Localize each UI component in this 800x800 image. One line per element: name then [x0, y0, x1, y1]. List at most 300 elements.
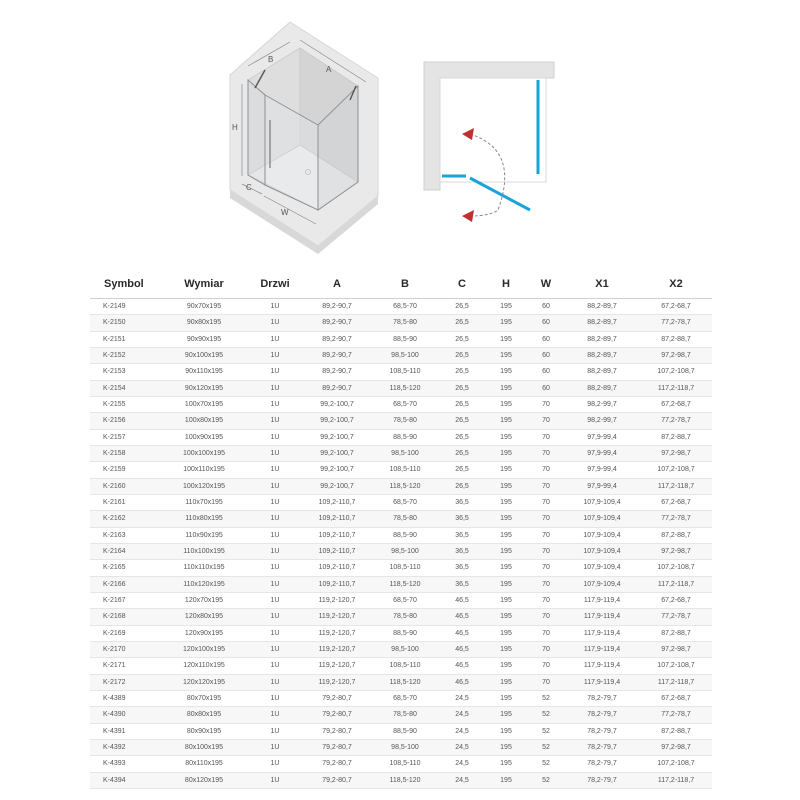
cell-b: 118,5-120 — [370, 380, 440, 396]
cell-c: 46,5 — [440, 592, 484, 608]
cell-w: 70 — [528, 494, 564, 510]
cell-a: 119,2-120,7 — [304, 658, 370, 674]
cell-w: 70 — [528, 462, 564, 478]
cell-wymiar: 120x70x195 — [162, 592, 246, 608]
cell-h: 195 — [484, 576, 528, 592]
cell-symbol: K-2160 — [90, 478, 162, 494]
cell-x2: 77,2-78,7 — [640, 707, 712, 723]
column-header-x2: X2 — [640, 270, 712, 299]
table-body — [90, 299, 712, 789]
cell-b: 68,5-70 — [370, 592, 440, 608]
cell-drzwi: 1U — [246, 609, 304, 625]
column-header-drzwi: Drzwi — [246, 270, 304, 299]
shower-top-view-diagram — [0, 0, 800, 260]
cell-b: 118,5-120 — [370, 576, 440, 592]
cell-c: 26,5 — [440, 364, 484, 380]
cell-b: 108,5-110 — [370, 364, 440, 380]
cell-x1: 88,2-89,7 — [564, 331, 640, 347]
cell-h: 195 — [484, 347, 528, 363]
cell-symbol: K-2150 — [90, 315, 162, 331]
cell-symbol: K-4393 — [90, 756, 162, 772]
column-header-symbol: Symbol — [90, 270, 162, 299]
cell-b: 118,5-120 — [370, 674, 440, 690]
cell-x2: 117,2-118,7 — [640, 576, 712, 592]
cell-x2: 87,2-88,7 — [640, 429, 712, 445]
cell-c: 26,5 — [440, 429, 484, 445]
cell-w: 52 — [528, 690, 564, 706]
cell-x1: 78,2-79,7 — [564, 723, 640, 739]
cell-x2: 107,2-108,7 — [640, 756, 712, 772]
cell-wymiar: 100x70x195 — [162, 396, 246, 412]
cell-a: 89,2-90,7 — [304, 347, 370, 363]
cell-c: 46,5 — [440, 625, 484, 641]
cell-w: 60 — [528, 315, 564, 331]
table-row — [90, 772, 712, 788]
cell-wymiar: 100x90x195 — [162, 429, 246, 445]
cell-a: 109,2-110,7 — [304, 527, 370, 543]
cell-a: 109,2-110,7 — [304, 543, 370, 559]
cell-x1: 117,9-119,4 — [564, 658, 640, 674]
cell-a: 119,2-120,7 — [304, 592, 370, 608]
table-row — [90, 707, 712, 723]
cell-w: 70 — [528, 609, 564, 625]
cell-symbol: K-2164 — [90, 543, 162, 559]
cell-a: 79,2-80,7 — [304, 723, 370, 739]
cell-w: 52 — [528, 707, 564, 723]
cell-x1: 97,9-99,4 — [564, 429, 640, 445]
cell-a: 89,2-90,7 — [304, 364, 370, 380]
cell-w: 70 — [528, 674, 564, 690]
cell-drzwi: 1U — [246, 445, 304, 461]
cell-w: 70 — [528, 478, 564, 494]
cell-drzwi: 1U — [246, 576, 304, 592]
cell-w: 70 — [528, 592, 564, 608]
cell-a: 99,2-100,7 — [304, 413, 370, 429]
cell-symbol: K-2154 — [90, 380, 162, 396]
cell-c: 46,5 — [440, 609, 484, 625]
column-header-c: C — [440, 270, 484, 299]
top-view-tray — [440, 78, 546, 182]
table-row — [90, 690, 712, 706]
top-view-door-open — [470, 178, 530, 210]
cell-a: 79,2-80,7 — [304, 772, 370, 788]
column-header-b: B — [370, 270, 440, 299]
cell-wymiar: 100x120x195 — [162, 478, 246, 494]
cell-w: 60 — [528, 364, 564, 380]
cell-symbol: K-4389 — [90, 690, 162, 706]
cell-wymiar: 80x90x195 — [162, 723, 246, 739]
cell-w: 70 — [528, 445, 564, 461]
label-c: C — [246, 183, 252, 192]
table-row — [90, 396, 712, 412]
cell-x1: 88,2-89,7 — [564, 380, 640, 396]
cell-w: 70 — [528, 641, 564, 657]
cell-drzwi: 1U — [246, 396, 304, 412]
cell-wymiar: 80x80x195 — [162, 707, 246, 723]
cell-x1: 88,2-89,7 — [564, 347, 640, 363]
cell-x2: 97,2-98,7 — [640, 347, 712, 363]
cell-drzwi: 1U — [246, 527, 304, 543]
cell-symbol: K-4391 — [90, 723, 162, 739]
cell-x1: 117,9-119,4 — [564, 641, 640, 657]
cell-b: 78,5-80 — [370, 511, 440, 527]
cell-h: 195 — [484, 543, 528, 559]
cell-x1: 97,9-99,4 — [564, 445, 640, 461]
cell-symbol: K-2158 — [90, 445, 162, 461]
cell-x1: 88,2-89,7 — [564, 299, 640, 315]
cell-wymiar: 80x120x195 — [162, 772, 246, 788]
cell-h: 195 — [484, 380, 528, 396]
cell-wymiar: 120x80x195 — [162, 609, 246, 625]
cell-h: 195 — [484, 560, 528, 576]
cell-symbol: K-2169 — [90, 625, 162, 641]
table-row — [90, 364, 712, 380]
cell-x1: 78,2-79,7 — [564, 772, 640, 788]
cell-c: 26,5 — [440, 347, 484, 363]
cell-symbol: K-2159 — [90, 462, 162, 478]
cell-x2: 77,2-78,7 — [640, 413, 712, 429]
table-row — [90, 511, 712, 527]
cell-c: 26,5 — [440, 478, 484, 494]
cell-c: 36,5 — [440, 494, 484, 510]
cell-c: 36,5 — [440, 560, 484, 576]
cell-drzwi: 1U — [246, 690, 304, 706]
column-header-a: A — [304, 270, 370, 299]
cell-x1: 107,9-109,4 — [564, 560, 640, 576]
cell-symbol: K-2155 — [90, 396, 162, 412]
cell-wymiar: 90x80x195 — [162, 315, 246, 331]
cell-b: 108,5-110 — [370, 756, 440, 772]
cell-symbol: K-2149 — [90, 299, 162, 315]
cell-x1: 98,2-99,7 — [564, 413, 640, 429]
cell-x2: 107,2-108,7 — [640, 364, 712, 380]
cell-x2: 87,2-88,7 — [640, 331, 712, 347]
cell-c: 26,5 — [440, 315, 484, 331]
cell-h: 195 — [484, 478, 528, 494]
cell-x2: 87,2-88,7 — [640, 527, 712, 543]
table-row — [90, 739, 712, 755]
cell-x1: 117,9-119,4 — [564, 674, 640, 690]
cell-w: 70 — [528, 429, 564, 445]
cell-w: 52 — [528, 756, 564, 772]
table-row — [90, 315, 712, 331]
cell-w: 70 — [528, 625, 564, 641]
cell-c: 46,5 — [440, 674, 484, 690]
table-row — [90, 560, 712, 576]
cell-c: 46,5 — [440, 641, 484, 657]
cell-x1: 117,9-119,4 — [564, 592, 640, 608]
cell-wymiar: 120x100x195 — [162, 641, 246, 657]
top-view-walls — [424, 62, 554, 190]
cell-b: 68,5-70 — [370, 299, 440, 315]
cell-x1: 97,9-99,4 — [564, 462, 640, 478]
cell-w: 70 — [528, 543, 564, 559]
cell-c: 26,5 — [440, 380, 484, 396]
cell-x2: 67,2-68,7 — [640, 396, 712, 412]
cell-a: 119,2-120,7 — [304, 674, 370, 690]
cell-h: 195 — [484, 674, 528, 690]
table-row — [90, 576, 712, 592]
cell-h: 195 — [484, 625, 528, 641]
table-row — [90, 478, 712, 494]
table-header-row — [90, 270, 712, 299]
cell-a: 119,2-120,7 — [304, 609, 370, 625]
cell-c: 26,5 — [440, 462, 484, 478]
cell-w: 70 — [528, 511, 564, 527]
cell-drzwi: 1U — [246, 380, 304, 396]
cell-b: 118,5-120 — [370, 772, 440, 788]
cell-a: 89,2-90,7 — [304, 315, 370, 331]
cell-x1: 78,2-79,7 — [564, 756, 640, 772]
cell-x2: 97,2-98,7 — [640, 641, 712, 657]
cell-h: 195 — [484, 511, 528, 527]
cell-b: 88,5-90 — [370, 429, 440, 445]
cell-w: 60 — [528, 380, 564, 396]
cell-x2: 67,2-68,7 — [640, 494, 712, 510]
cell-wymiar: 90x110x195 — [162, 364, 246, 380]
cell-drzwi: 1U — [246, 641, 304, 657]
cell-h: 195 — [484, 739, 528, 755]
cell-x2: 87,2-88,7 — [640, 625, 712, 641]
cell-h: 195 — [484, 707, 528, 723]
cell-wymiar: 120x120x195 — [162, 674, 246, 690]
cell-a: 79,2-80,7 — [304, 739, 370, 755]
cell-h: 195 — [484, 429, 528, 445]
cell-wymiar: 110x100x195 — [162, 543, 246, 559]
cell-h: 195 — [484, 658, 528, 674]
table-row — [90, 299, 712, 315]
cell-h: 195 — [484, 396, 528, 412]
cell-symbol: K-2156 — [90, 413, 162, 429]
cell-h: 195 — [484, 527, 528, 543]
swing-arrow-down-icon — [462, 210, 474, 222]
cell-drzwi: 1U — [246, 625, 304, 641]
cell-symbol: K-2171 — [90, 658, 162, 674]
column-header-x1: X1 — [564, 270, 640, 299]
cell-x2: 77,2-78,7 — [640, 315, 712, 331]
cell-drzwi: 1U — [246, 707, 304, 723]
cell-x2: 117,2-118,7 — [640, 380, 712, 396]
cell-h: 195 — [484, 445, 528, 461]
cell-a: 89,2-90,7 — [304, 299, 370, 315]
cell-w: 70 — [528, 560, 564, 576]
cell-w: 60 — [528, 299, 564, 315]
cell-symbol: K-4390 — [90, 707, 162, 723]
column-header-w: W — [528, 270, 564, 299]
cell-drzwi: 1U — [246, 592, 304, 608]
column-header-h: H — [484, 270, 528, 299]
cell-a: 99,2-100,7 — [304, 429, 370, 445]
cell-x1: 117,9-119,4 — [564, 625, 640, 641]
cell-x2: 117,2-118,7 — [640, 772, 712, 788]
cell-symbol: K-2172 — [90, 674, 162, 690]
cell-a: 79,2-80,7 — [304, 756, 370, 772]
cell-a: 99,2-100,7 — [304, 445, 370, 461]
cell-b: 98,5-100 — [370, 543, 440, 559]
table-row — [90, 429, 712, 445]
table-row — [90, 641, 712, 657]
cell-x2: 67,2-68,7 — [640, 299, 712, 315]
cell-w: 52 — [528, 739, 564, 755]
table-row — [90, 625, 712, 641]
cell-x1: 107,9-109,4 — [564, 543, 640, 559]
cell-x1: 98,2-99,7 — [564, 396, 640, 412]
cell-w: 70 — [528, 527, 564, 543]
cell-c: 24,5 — [440, 707, 484, 723]
cell-symbol: K-4392 — [90, 739, 162, 755]
cell-a: 109,2-110,7 — [304, 494, 370, 510]
table-row — [90, 527, 712, 543]
cell-h: 195 — [484, 462, 528, 478]
cell-c: 26,5 — [440, 413, 484, 429]
cell-symbol: K-2168 — [90, 609, 162, 625]
table-row — [90, 543, 712, 559]
cell-b: 68,5-70 — [370, 690, 440, 706]
cell-symbol: K-2152 — [90, 347, 162, 363]
cell-wymiar: 80x110x195 — [162, 756, 246, 772]
cell-wymiar: 100x110x195 — [162, 462, 246, 478]
cell-wymiar: 110x120x195 — [162, 576, 246, 592]
cell-x1: 78,2-79,7 — [564, 707, 640, 723]
cell-x2: 117,2-118,7 — [640, 674, 712, 690]
cell-wymiar: 120x110x195 — [162, 658, 246, 674]
cell-a: 99,2-100,7 — [304, 478, 370, 494]
cell-a: 109,2-110,7 — [304, 560, 370, 576]
table-row — [90, 462, 712, 478]
cell-b: 88,5-90 — [370, 527, 440, 543]
cell-w: 70 — [528, 413, 564, 429]
label-a: A — [326, 65, 332, 74]
table-row — [90, 609, 712, 625]
cell-a: 119,2-120,7 — [304, 625, 370, 641]
cell-b: 98,5-100 — [370, 445, 440, 461]
cell-c: 24,5 — [440, 772, 484, 788]
cell-wymiar: 100x100x195 — [162, 445, 246, 461]
cell-drzwi: 1U — [246, 494, 304, 510]
cell-a: 89,2-90,7 — [304, 380, 370, 396]
cell-w: 60 — [528, 347, 564, 363]
cell-c: 24,5 — [440, 739, 484, 755]
cell-drzwi: 1U — [246, 511, 304, 527]
cell-drzwi: 1U — [246, 364, 304, 380]
cell-x2: 97,2-98,7 — [640, 445, 712, 461]
cell-w: 70 — [528, 658, 564, 674]
cell-h: 195 — [484, 364, 528, 380]
cell-h: 195 — [484, 413, 528, 429]
cell-drzwi: 1U — [246, 723, 304, 739]
table-row — [90, 494, 712, 510]
cell-c: 26,5 — [440, 331, 484, 347]
cell-a: 79,2-80,7 — [304, 707, 370, 723]
cell-b: 78,5-80 — [370, 315, 440, 331]
cell-wymiar: 90x90x195 — [162, 331, 246, 347]
label-b: B — [268, 55, 274, 64]
cell-symbol: K-2167 — [90, 592, 162, 608]
table-row — [90, 658, 712, 674]
cell-drzwi: 1U — [246, 315, 304, 331]
cell-b: 88,5-90 — [370, 723, 440, 739]
cell-symbol: K-2153 — [90, 364, 162, 380]
cell-w: 60 — [528, 331, 564, 347]
cell-x1: 88,2-89,7 — [564, 364, 640, 380]
cell-b: 98,5-100 — [370, 347, 440, 363]
table-row — [90, 723, 712, 739]
cell-wymiar: 110x90x195 — [162, 527, 246, 543]
cell-drzwi: 1U — [246, 413, 304, 429]
cell-a: 109,2-110,7 — [304, 576, 370, 592]
cell-wymiar: 90x120x195 — [162, 380, 246, 396]
cell-a: 79,2-80,7 — [304, 690, 370, 706]
cell-b: 78,5-80 — [370, 707, 440, 723]
cell-a: 99,2-100,7 — [304, 462, 370, 478]
cell-wymiar: 80x100x195 — [162, 739, 246, 755]
cell-x2: 67,2-68,7 — [640, 592, 712, 608]
cell-h: 195 — [484, 609, 528, 625]
table-row — [90, 380, 712, 396]
cell-x2: 117,2-118,7 — [640, 478, 712, 494]
cell-c: 26,5 — [440, 396, 484, 412]
table-row — [90, 674, 712, 690]
cell-h: 195 — [484, 641, 528, 657]
cell-b: 98,5-100 — [370, 641, 440, 657]
swing-arrow-up-icon — [462, 128, 474, 140]
cell-drzwi: 1U — [246, 462, 304, 478]
cell-a: 89,2-90,7 — [304, 331, 370, 347]
column-header-wymiar: Wymiar — [162, 270, 246, 299]
cell-x2: 97,2-98,7 — [640, 543, 712, 559]
table-row — [90, 756, 712, 772]
cell-h: 195 — [484, 315, 528, 331]
cell-w: 52 — [528, 772, 564, 788]
cell-b: 98,5-100 — [370, 739, 440, 755]
cell-wymiar: 90x70x195 — [162, 299, 246, 315]
cell-x1: 78,2-79,7 — [564, 690, 640, 706]
cell-h: 195 — [484, 592, 528, 608]
table-row — [90, 347, 712, 363]
cell-x2: 107,2-108,7 — [640, 560, 712, 576]
cell-c: 24,5 — [440, 756, 484, 772]
cell-drzwi: 1U — [246, 543, 304, 559]
cell-w: 70 — [528, 396, 564, 412]
cell-wymiar: 120x90x195 — [162, 625, 246, 641]
cell-symbol: K-2162 — [90, 511, 162, 527]
cell-symbol: K-2157 — [90, 429, 162, 445]
cell-x2: 77,2-78,7 — [640, 511, 712, 527]
cell-c: 36,5 — [440, 527, 484, 543]
cell-drzwi: 1U — [246, 331, 304, 347]
cell-x1: 88,2-89,7 — [564, 315, 640, 331]
cell-h: 195 — [484, 690, 528, 706]
cell-drzwi: 1U — [246, 299, 304, 315]
cell-symbol: K-2170 — [90, 641, 162, 657]
cell-symbol: K-2161 — [90, 494, 162, 510]
cell-drzwi: 1U — [246, 658, 304, 674]
cell-drzwi: 1U — [246, 560, 304, 576]
cell-drzwi: 1U — [246, 674, 304, 690]
cell-symbol: K-2165 — [90, 560, 162, 576]
cell-wymiar: 100x80x195 — [162, 413, 246, 429]
cell-b: 108,5-110 — [370, 560, 440, 576]
cell-c: 24,5 — [440, 690, 484, 706]
cell-a: 119,2-120,7 — [304, 641, 370, 657]
cell-x1: 107,9-109,4 — [564, 511, 640, 527]
cell-wymiar: 110x110x195 — [162, 560, 246, 576]
cell-symbol: K-2163 — [90, 527, 162, 543]
cell-b: 88,5-90 — [370, 625, 440, 641]
cell-symbol: K-2166 — [90, 576, 162, 592]
cell-h: 195 — [484, 331, 528, 347]
cell-drzwi: 1U — [246, 347, 304, 363]
